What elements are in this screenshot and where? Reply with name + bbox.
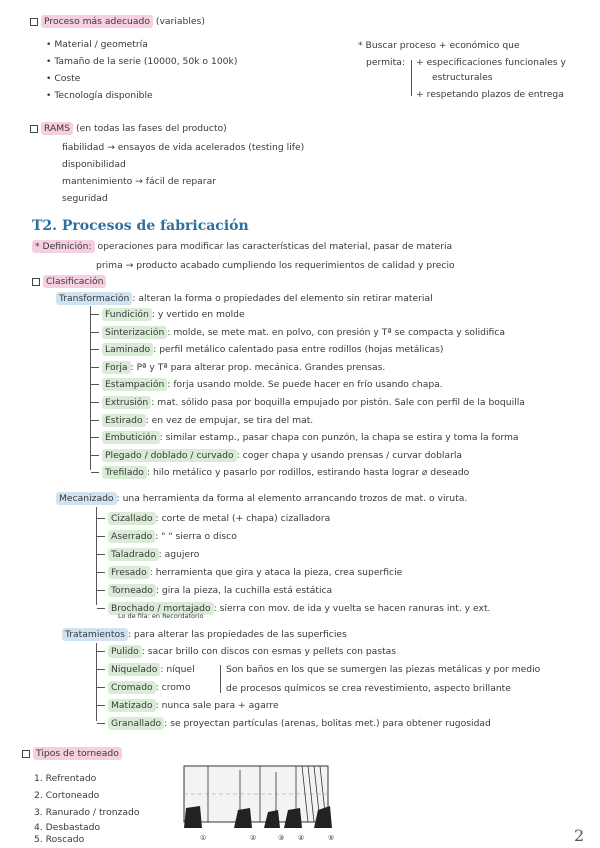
list-item [97, 718, 491, 729]
item-desc: : cromo [155, 682, 191, 693]
item-desc: : perfil metálico calentado pasa entre rodillos (hojas metálicas) [153, 344, 444, 356]
clasificacion [32, 276, 106, 287]
list-item [91, 397, 525, 408]
page-title: T2. Procesos de fabricación [32, 218, 249, 234]
list-item [91, 362, 385, 373]
item-name: Estirado [102, 414, 146, 427]
list-item [97, 549, 199, 560]
item-desc: : coger chapa y usando prensas / curvar doblarla [236, 449, 463, 461]
side-item: estructurales [432, 72, 493, 83]
figure-label: ③ [278, 834, 285, 842]
item-desc: : nunca sale para + agarre [155, 700, 279, 711]
list-item: 2. Cortoneado [34, 790, 100, 801]
list-item [97, 567, 402, 578]
mecanizado-label: Mecanizado [56, 492, 117, 505]
section-rams [30, 123, 227, 134]
figure-label: ⑤ [328, 834, 335, 842]
item-desc: : Pª y Tª para alterar prop. mecánica. Grandes prensas. [130, 361, 386, 373]
item-name: Matizado [108, 699, 156, 712]
heading-rams-note: (en todas las fases del producto) [75, 123, 227, 134]
item-desc: : molde, se mete mat. en polvo, con presión y Tª se compacta y solidifica [167, 326, 505, 338]
list-item: disponibilidad [62, 159, 126, 170]
section-proceso [30, 16, 205, 27]
item-desc: : gira la pieza, la cuchilla está estática [155, 585, 333, 596]
definicion-text-2: prima → producto acabado cumpliendo los requerimientos de calidad y precio [96, 260, 455, 271]
list-item: • Material / geometría [46, 39, 148, 50]
list-item [91, 344, 444, 355]
definicion-label: * Definición: [32, 240, 95, 253]
item-name: Embutición [102, 431, 160, 444]
list-item [97, 664, 195, 675]
item-name: Aserrado [108, 530, 155, 543]
item-desc: : se proyectan partículas (arenas, bolitas met.) para obtener rugosidad [164, 718, 491, 729]
item-desc: : corte de metal (+ chapa) cizalladora [155, 513, 331, 524]
list-item [91, 415, 313, 426]
item-name: Estampación [102, 378, 167, 391]
mecanizado-desc: : una herramienta da forma al elemento arrancando trozos de mat. o viruta. [116, 493, 468, 504]
list-item: seguridad [62, 193, 108, 204]
list-item: • Coste [46, 73, 81, 84]
item-name: Cizallado [108, 512, 156, 525]
item-name: Torneado [108, 584, 156, 597]
transformacion-desc: : alteran la forma o propiedades del elemento sin retirar material [132, 293, 433, 304]
bath-note: de procesos químicos se crea revestimiento, aspecto brillante [226, 683, 511, 694]
item-name: Forja [102, 361, 131, 374]
side-item: + respetando plazos de entrega [416, 89, 564, 100]
list-item [91, 327, 505, 338]
heading-rams: RAMS [41, 122, 73, 135]
list-item: • Tamaño de la serie (10000, 50k o 100k) [46, 56, 238, 67]
definicion [32, 241, 452, 252]
transformacion-label: Transformación [56, 292, 132, 305]
list-item: 5. Roscado [34, 834, 85, 845]
tratamientos [62, 629, 347, 640]
item-desc: : níquel [160, 664, 195, 675]
item-desc: : hilo metálico y pasarlo por rodillos, estirando hasta lograr ⌀ deseado [146, 467, 470, 479]
item-name: Granallado [108, 717, 164, 730]
item-name: Niquelado [108, 663, 160, 676]
page-number: 2 [574, 826, 585, 845]
item-name: Sinterización [102, 326, 167, 339]
heading-proceso-note: (variables) [155, 16, 205, 27]
list-item [97, 646, 396, 657]
list-item: 1. Refrentado [34, 773, 97, 784]
heading-proceso: Proceso más adecuado [41, 15, 153, 28]
item-desc: : forja usando molde. Se puede hacer en frío usando chapa. [167, 379, 443, 391]
item-name: Extrusión [102, 396, 151, 409]
list-item: 4. Desbastado [34, 822, 101, 833]
checkbox-icon [32, 278, 40, 286]
item-desc: : sierra con mov. de ida y vuelta se hacen ranuras int. y ext. [213, 603, 491, 614]
bath-note: Son baños en los que se sumergen las piezas metálicas y por medio [226, 664, 541, 675]
torneado-figure [178, 748, 348, 844]
item-desc: : agujero [158, 549, 200, 560]
list-item [91, 450, 462, 461]
item-name: Brochado / mortajado [108, 602, 214, 615]
item-name: Laminado [102, 343, 153, 356]
list-item [97, 700, 279, 711]
figure-label: ④ [298, 834, 305, 842]
list-item [91, 379, 443, 390]
list-item [91, 467, 469, 478]
item-name: Fresado [108, 566, 150, 579]
definicion-text: operaciones para modificar las características del material, pasar de materia [97, 241, 453, 252]
item-name: Taladrado [108, 548, 159, 561]
item-desc: : " " sierra o disco [155, 531, 237, 542]
side-note: * Buscar proceso + económico que [358, 40, 520, 51]
item-desc: : similar estamp., pasar chapa con punzón, la chapa se estira y toma la forma [159, 432, 519, 444]
list-item: mantenimiento → fácil de reparar [62, 176, 216, 187]
item-desc: : en vez de empujar, se tira del mat. [145, 414, 314, 426]
list-item [97, 513, 330, 524]
item-desc: : sacar brillo con discos con esmas y pellets con pastas [141, 646, 397, 657]
list-item: fiabilidad → ensayos de vida acelerados (testing life) [62, 142, 305, 153]
transformacion [56, 293, 433, 304]
list-item [97, 585, 332, 596]
checkbox-icon [30, 125, 38, 133]
item-name: Fundición [102, 308, 152, 321]
item-name: Pulido [108, 645, 142, 658]
side-item: + especificaciones funcionales y [416, 57, 566, 68]
mecanizado [56, 493, 467, 504]
clasificacion-label: Clasificación [43, 275, 106, 288]
list-item: 3. Ranurado / tronzado [34, 807, 140, 818]
tratamientos-desc: : para alterar las propiedades de las superficies [127, 629, 347, 640]
item-name: Trefilado [102, 466, 147, 479]
tratamientos-label: Tratamientos [62, 628, 128, 641]
list-item [91, 432, 519, 443]
checkbox-icon [30, 18, 38, 26]
list-item [97, 531, 237, 542]
item-desc: : herramienta que gira y ataca la pieza, crea superficie [149, 567, 403, 578]
item-name: Plegado / doblado / curvado [102, 449, 237, 462]
section-torneado [22, 748, 122, 759]
side-permite: permita: [366, 57, 405, 68]
item-desc: : y vertido en molde [151, 309, 245, 320]
figure-label: ① [200, 834, 207, 842]
checkbox-icon [22, 750, 30, 758]
item-name: Cromado [108, 681, 156, 694]
figure-label: ② [250, 834, 257, 842]
list-item [97, 682, 191, 693]
list-item [91, 309, 245, 320]
list-item: • Tecnología disponible [46, 90, 153, 101]
mecanizado-sub-note: Lo de fila: en Recordatorio [118, 612, 204, 620]
item-desc: : mat. sólido pasa por boquilla empujado por pistón. Sale con perfil de la boquilla [151, 397, 525, 408]
heading-torneado: Tipos de torneado [33, 747, 122, 760]
